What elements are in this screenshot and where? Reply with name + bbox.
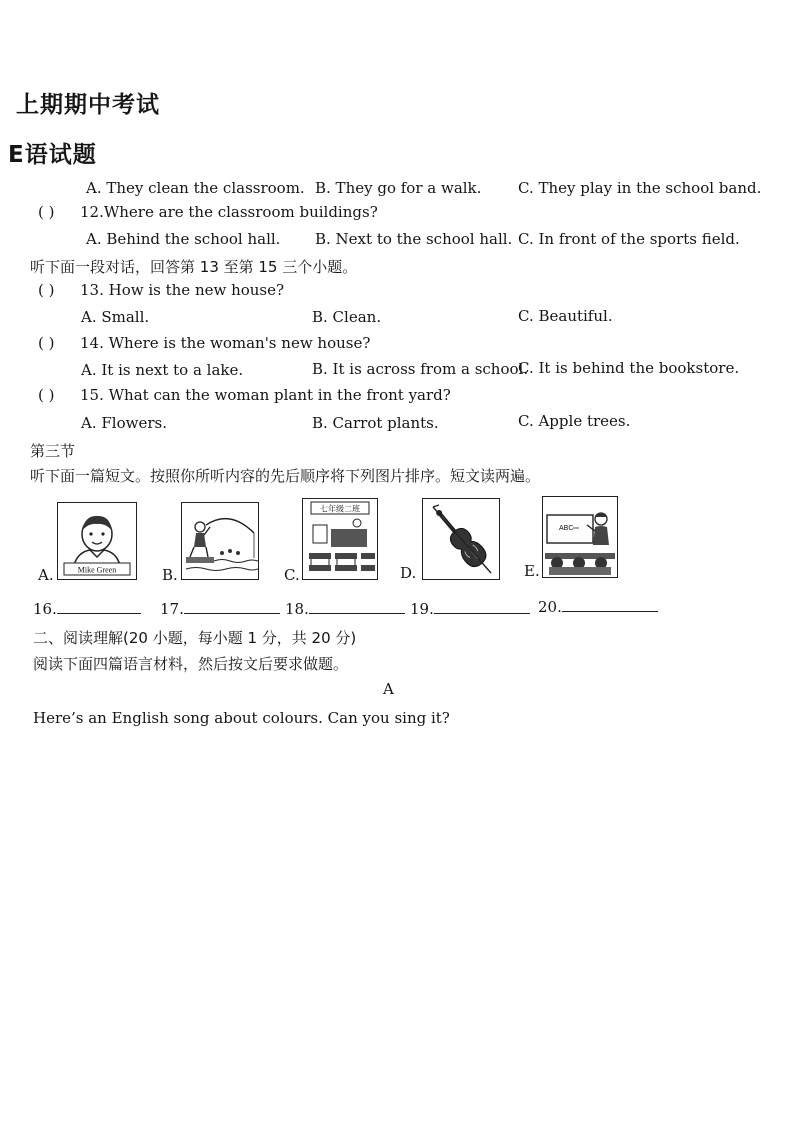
q13-option-b: B. Clean. — [312, 308, 382, 326]
q15-option-b: B. Carrot plants. — [312, 414, 439, 432]
teacher-blackboard-icon — [543, 497, 617, 577]
q15-stem-row — [38, 386, 451, 404]
q12-answer-paren[interactable]: ( ) — [38, 203, 55, 221]
picture-e-label: E. — [524, 562, 540, 580]
picture-d-label: D. — [400, 564, 417, 582]
answer-blank-18[interactable] — [285, 599, 405, 618]
q13-stem: 13. How is the new house? — [80, 281, 285, 299]
answer-blank-16[interactable] — [33, 599, 141, 618]
picture-c — [302, 498, 378, 580]
q14-stem: 14. Where is the woman's new house? — [80, 334, 371, 352]
q14-option-c: C. It is behind the bookstore. — [518, 359, 740, 377]
classroom-icon — [303, 499, 377, 579]
fishing-icon — [182, 503, 258, 579]
q14-answer-paren[interactable]: ( ) — [38, 334, 55, 352]
q13-option-a: A. Small. — [81, 308, 150, 326]
q15-option-a: A. Flowers. — [81, 414, 167, 432]
q12-option-c: C. In front of the sports field. — [518, 230, 740, 248]
section3-title: 第三节 — [30, 442, 76, 460]
q11-option-c: C. They play in the school band. — [518, 179, 762, 197]
q13-option-c: C. Beautiful. — [518, 307, 613, 325]
boy-portrait-icon — [58, 503, 136, 579]
q11-option-a: A. They clean the classroom. — [86, 179, 305, 197]
passage-a-label: A — [383, 680, 394, 698]
instruction-13-15: 听下面一段对话，回答第 13 至第 15 三个小题。 — [30, 258, 358, 276]
picture-a-caption: Mike Green — [77, 565, 117, 575]
picture-e — [542, 496, 618, 578]
picture-c-caption: 七年级二班 — [320, 504, 360, 514]
q14-stem-row — [38, 334, 370, 352]
picture-e-caption: ABC — [559, 525, 574, 532]
exam-title-line2: E语试题 — [8, 142, 97, 168]
answer-blank-19[interactable] — [410, 599, 530, 618]
q15-stem: 15. What can the woman plant in the front yard? — [80, 386, 451, 404]
picture-a-label: A. — [38, 566, 54, 584]
answer-blank-17-label: 17. — [160, 600, 184, 618]
q14-option-a: A. It is next to a lake. — [81, 361, 244, 379]
violin-icon — [423, 499, 499, 579]
picture-b-label: B. — [162, 566, 178, 584]
picture-c-label: C. — [284, 566, 300, 584]
answer-blank-17[interactable] — [160, 599, 280, 618]
passage-a-intro: Here’s an English song about colours. Can you sing it? — [33, 709, 450, 727]
q12-stem: 12.Where are the classroom buildings? — [80, 203, 378, 221]
part2-title: 二、阅读理解(20 小题，每小题 1 分，共 20 分) — [33, 629, 357, 647]
answer-blank-20-label: 20. — [538, 598, 562, 616]
q12-option-a: A. Behind the school hall. — [86, 230, 281, 248]
q15-answer-paren[interactable]: ( ) — [38, 386, 55, 404]
picture-b — [181, 502, 259, 580]
picture-a — [57, 502, 137, 580]
answer-blank-20[interactable] — [538, 597, 658, 616]
exam-title-line1: 上期期中考试 — [16, 92, 160, 118]
q14-option-b: B. It is across from a school. — [312, 360, 529, 378]
q12-stem-row — [38, 203, 378, 221]
answer-blank-16-label: 16. — [33, 600, 57, 618]
q12-option-b: B. Next to the school hall. — [315, 230, 513, 248]
picture-d — [422, 498, 500, 580]
answer-blank-19-label: 19. — [410, 600, 434, 618]
part2-instruction: 阅读下面四篇语言材料，然后按文后要求做题。 — [33, 655, 349, 673]
q15-option-c: C. Apple trees. — [518, 412, 631, 430]
q13-answer-paren[interactable]: ( ) — [38, 281, 55, 299]
q11-option-b: B. They go for a walk. — [315, 179, 482, 197]
section3-instruction: 听下面一篇短文。按照你所听内容的先后顺序将下列图片排序。短文读两遍。 — [30, 467, 541, 485]
answer-blank-18-label: 18. — [285, 600, 309, 618]
q13-stem-row — [38, 281, 284, 299]
